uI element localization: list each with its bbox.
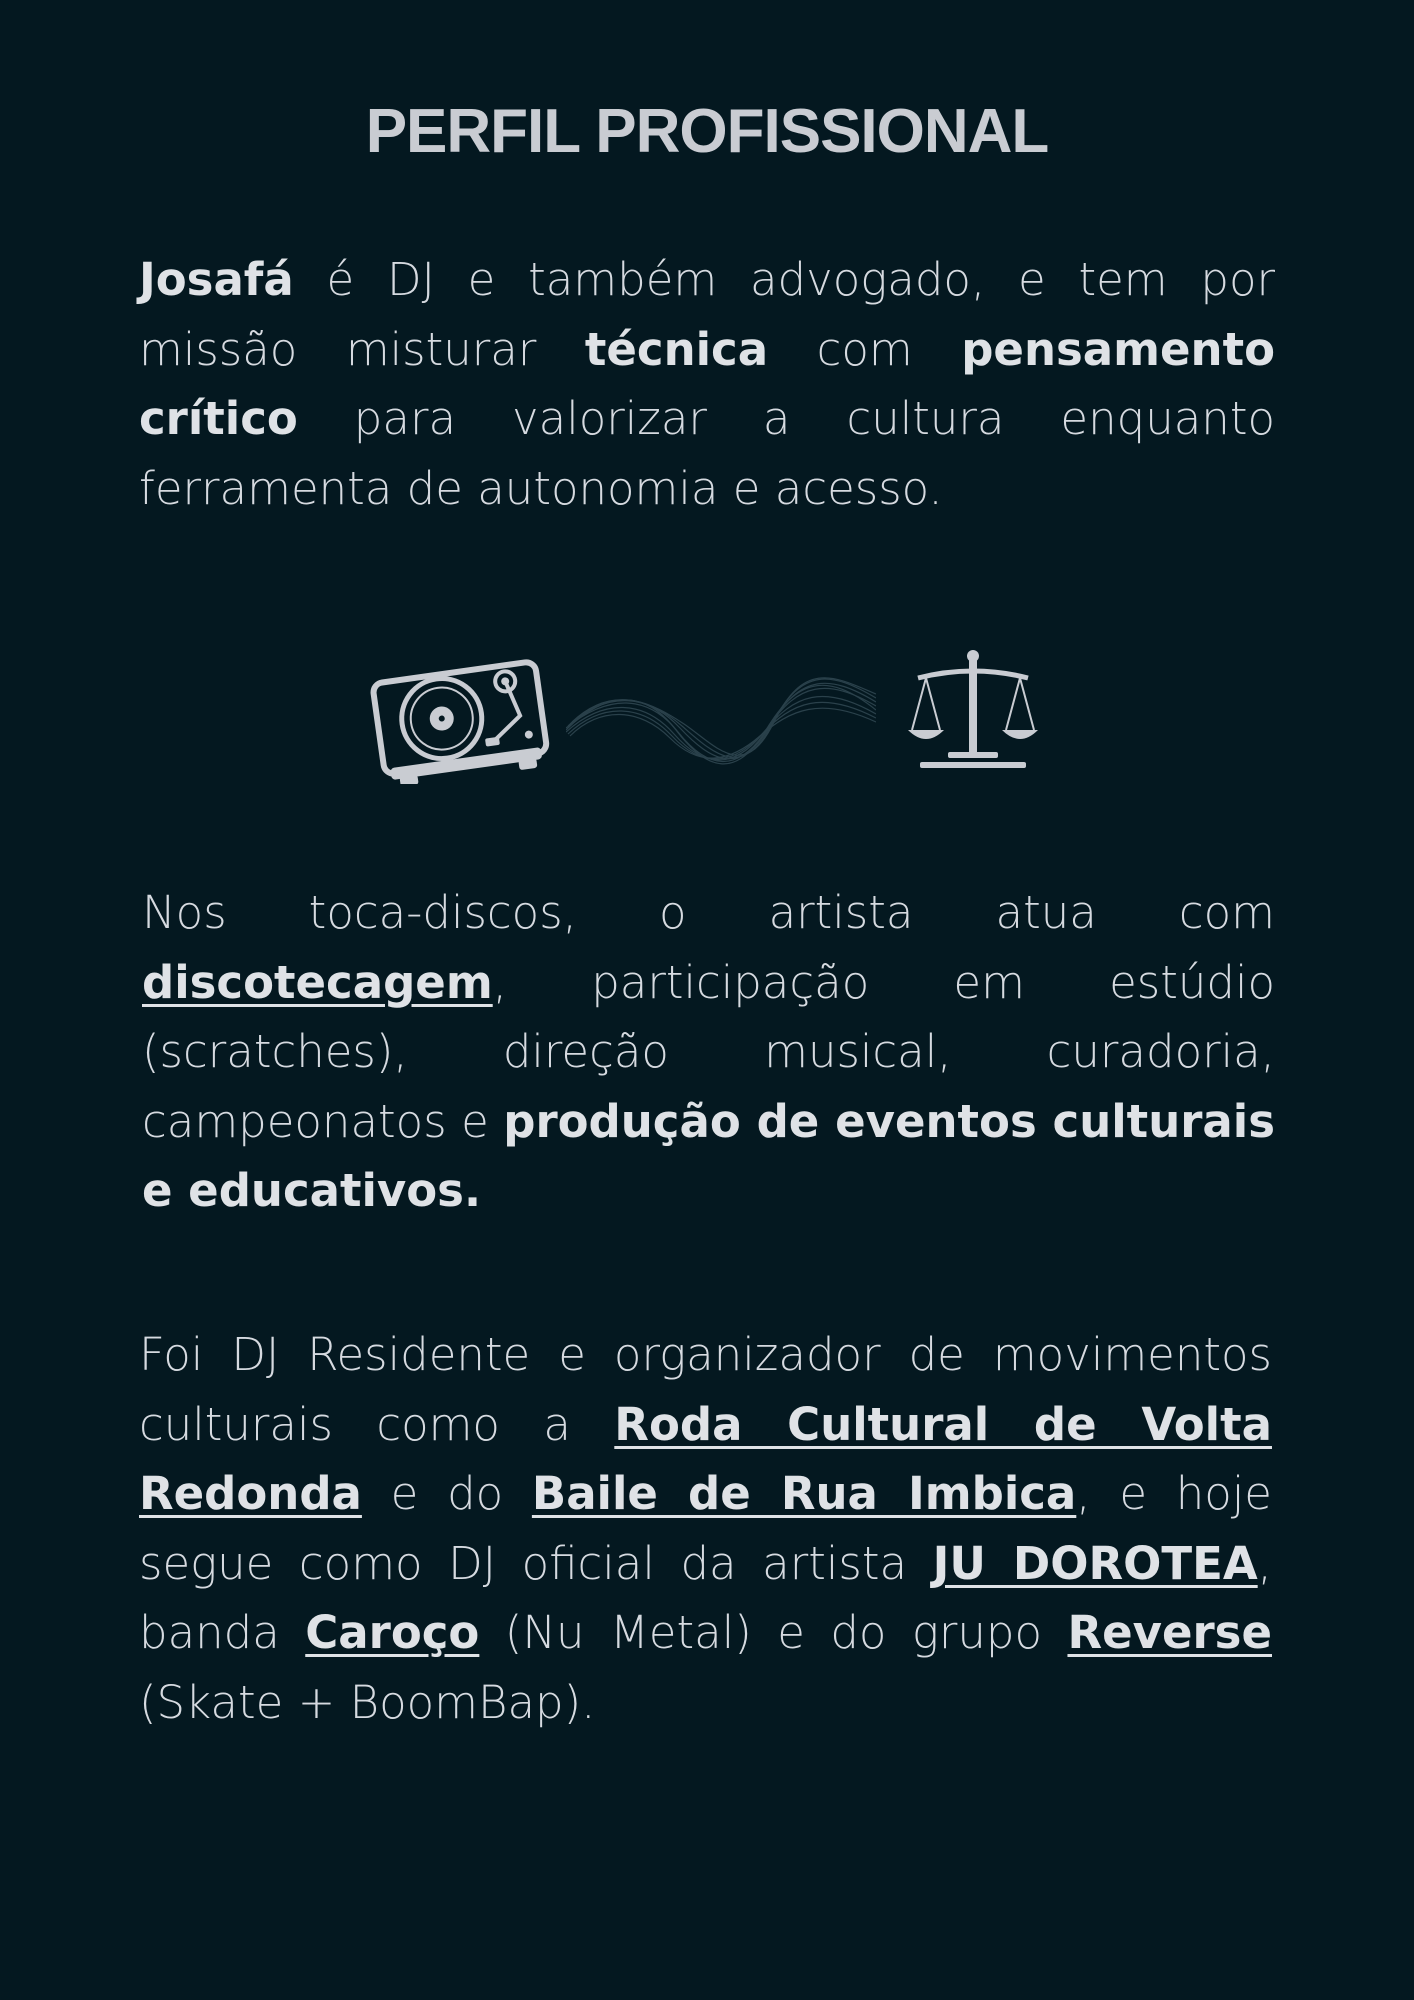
roda-cultural-link[interactable]: Roda Cultural de Volta Redonda xyxy=(139,1397,1272,1520)
career-text-5: (Nu Metal) e do grupo xyxy=(479,1606,1068,1659)
career-text-4: , banda xyxy=(139,1536,1272,1659)
name-highlight: Josafá xyxy=(139,253,294,306)
turntable-paragraph xyxy=(142,878,1275,1226)
icon-row xyxy=(370,640,1040,790)
career-text-2: e do xyxy=(361,1467,532,1520)
turntable-text-1: Nos toca-discos, o artista atua com xyxy=(142,886,1275,939)
eventos-highlight: produção de eventos culturais e educativos. xyxy=(142,1094,1275,1217)
turntable-icon xyxy=(370,654,550,784)
caroco-link[interactable]: Caroço xyxy=(305,1606,480,1659)
sound-wave-icon xyxy=(566,670,876,780)
intro-text-3: para valorizar a cultura enquanto ferramenta de autonomia e acesso. xyxy=(139,392,1275,515)
pensamento-critico-highlight: pensamento crítico xyxy=(139,322,1276,445)
discotecagem-link[interactable]: discotecagem xyxy=(142,955,493,1009)
career-text-3: , e hoje segue como DJ oficial da artista xyxy=(139,1467,1272,1590)
page-title: PERFIL PROFISSIONAL xyxy=(365,97,1049,166)
intro-text-1: é DJ e também advogado, e tem por missão misturar xyxy=(139,253,1275,376)
career-text-1: Foi DJ Residente e organizador de movimentos culturais como a xyxy=(139,1328,1272,1451)
intro-paragraph xyxy=(139,245,1275,523)
ju-dorotea-link[interactable]: JU DOROTEA xyxy=(932,1536,1258,1590)
reverse-link[interactable]: Reverse xyxy=(1067,1606,1272,1659)
career-text-6: (Skate + BoomBap). xyxy=(139,1675,596,1729)
tecnica-highlight: técnica xyxy=(584,322,769,376)
scales-of-justice-icon xyxy=(908,648,1038,778)
turntable-text-2: , participação em estúdio (scratches), direção musical, curadoria, campeonatos e xyxy=(142,955,1275,1148)
baile-de-rua-link[interactable]: Baile de Rua Imbica xyxy=(531,1467,1077,1520)
career-paragraph xyxy=(139,1320,1272,1737)
intro-text-2: com xyxy=(768,322,962,376)
